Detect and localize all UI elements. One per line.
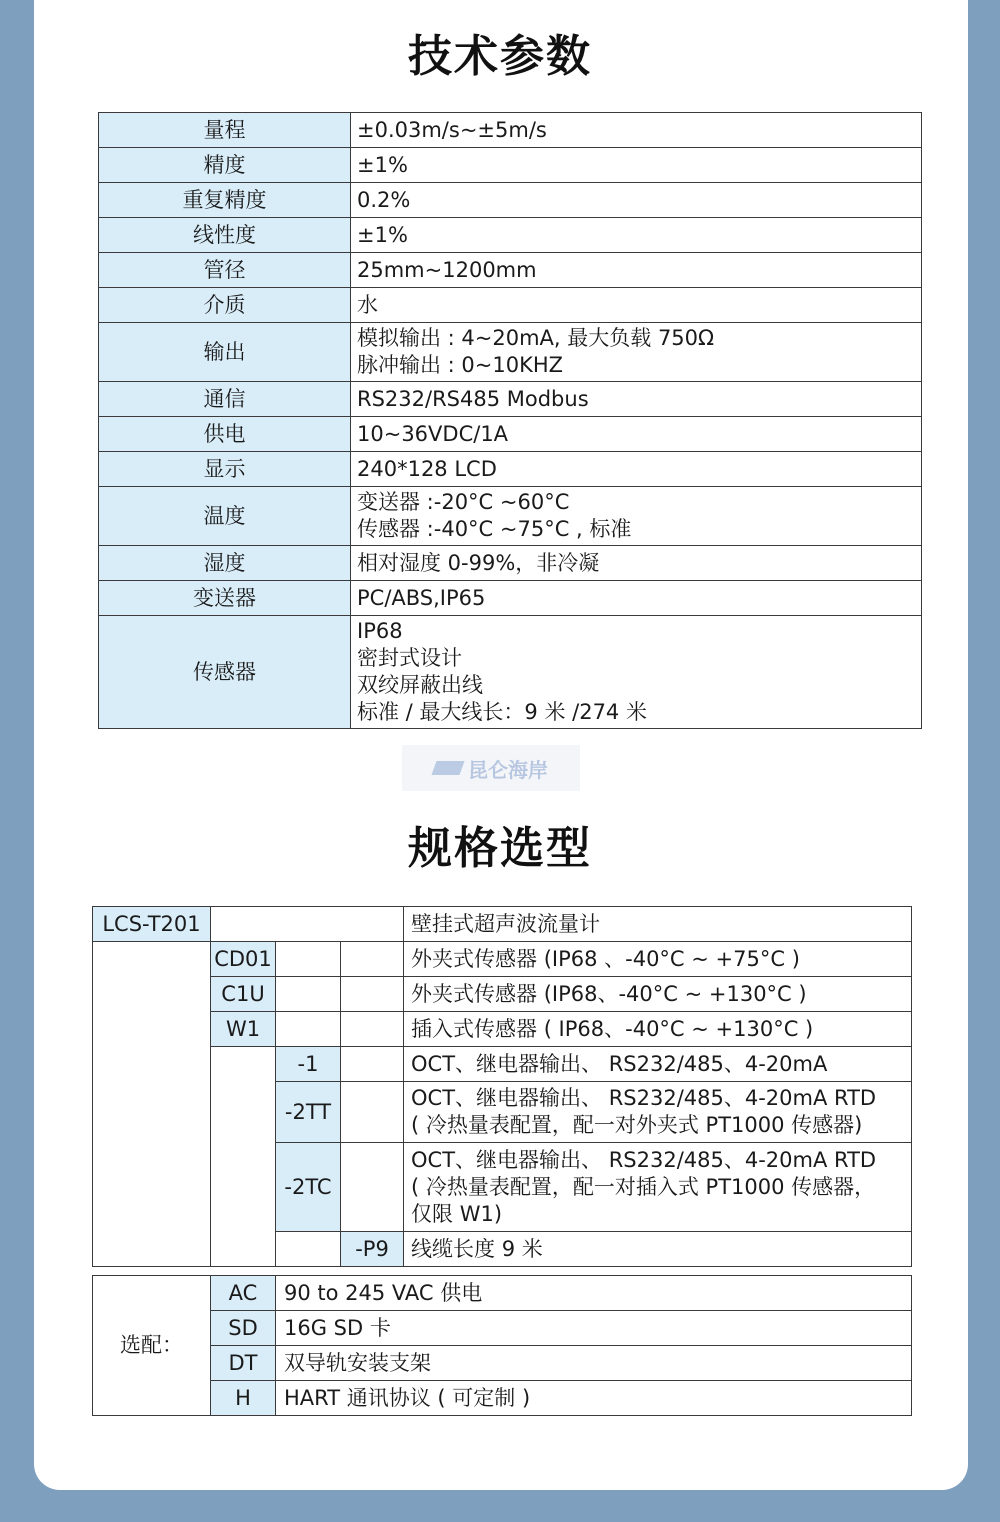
table-row: 供电 10~36VDC/1A <box>99 417 922 452</box>
table-row: CD01 外夹式传感器 (IP68 、-40°C ~ +75°C ) <box>93 942 912 977</box>
table-row: LCS-T201 壁挂式超声波流量计 <box>93 907 912 942</box>
selection-table <box>92 906 912 1267</box>
table-row: 传感器 IP68 密封式设计 双绞屏蔽出线 标准 / 最大线长：9 米 /274 米 <box>99 616 922 729</box>
brand-logo-icon <box>431 761 464 775</box>
table-row: 选配： AC 90 to 245 VAC 供电 <box>93 1276 912 1311</box>
table-row: 显示 240*128 LCD <box>99 452 922 487</box>
page-title-specs: 技术参数 <box>408 31 592 82</box>
table-row: 通信 RS232/RS485 Modbus <box>99 382 922 417</box>
options-table <box>92 1275 912 1416</box>
table-row: -2TC OCT、继电器输出、 RS232/485、4-20mA RTD ( 冷热量表配置，配一对插入式 PT1000 传感器， 仅限 W1) <box>93 1143 912 1232</box>
table-row: -1 OCT、继电器输出、 RS232/485、4-20mA <box>93 1047 912 1082</box>
table-row: 温度 变送器 :-20°C ~60°C 传感器 :-40°C ~75°C , 标准 <box>99 487 922 546</box>
table-row: C1U 外夹式传感器 (IP68、-40°C ~ +130°C ) <box>93 977 912 1012</box>
table-row: DT 双导轨安装支架 <box>93 1346 912 1381</box>
table-row: 量程 ±0.03m/s~±5m/s <box>99 113 922 148</box>
table-row: H HART 通讯协议 ( 可定制 ) <box>93 1381 912 1416</box>
table-row: 介质 水 <box>99 288 922 323</box>
spec-table <box>98 112 922 729</box>
table-row: SD 16G SD 卡 <box>93 1311 912 1346</box>
table-row: -2TT OCT、继电器输出、 RS232/485、4-20mA RTD ( 冷热量表配置，配一对外夹式 PT1000 传感器) <box>93 1082 912 1143</box>
table-row: 变送器 PC/ABS,IP65 <box>99 581 922 616</box>
table-row: 精度 ±1% <box>99 148 922 183</box>
table-row: 管径 25mm~1200mm <box>99 253 922 288</box>
table-row: W1 插入式传感器 ( IP68、-40°C ~ +130°C ) <box>93 1012 912 1047</box>
watermark-logo: 昆仑海岸 <box>402 745 580 791</box>
table-row: -P9 线缆长度 9 米 <box>93 1232 912 1267</box>
page-title-selection: 规格选型 <box>408 823 592 874</box>
table-row: 湿度 相对湿度 0-99%，非冷凝 <box>99 546 922 581</box>
table-row: 输出 模拟输出 : 4~20mA, 最大负载 750Ω 脉冲输出 : 0~10KHZ <box>99 323 922 382</box>
table-row: 线性度 ±1% <box>99 218 922 253</box>
table-row: 重复精度 0.2% <box>99 183 922 218</box>
